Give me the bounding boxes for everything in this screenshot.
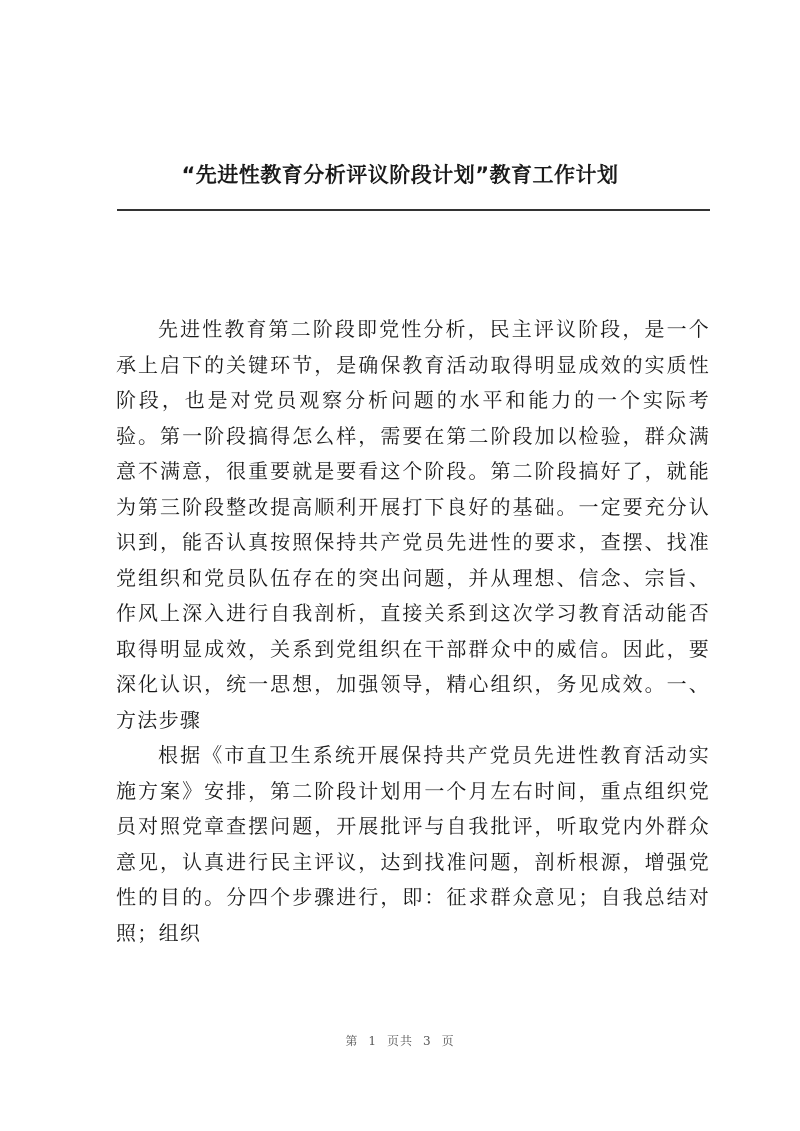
page-number-footer	[0, 1032, 800, 1049]
body-paragraph-2: 根据《市直卫生系统开展保持共产党员先进性教育活动实施方案》安排，第二阶段计划用一个月左右时间，重点组织党员对照党章查摆问题，开展批评与自我批评，听取党内外群众意见，认真进行民主评议，达到找准问题，剖析根源，增强党性的目的。分四个步骤进行，即：征求群众意见；自我总结对照；组织	[116, 743, 710, 945]
footer-page-prefix: 第	[345, 1034, 359, 1048]
body-paragraph-1: 先进性教育第二阶段即党性分析，民主评议阶段，是一个承上启下的关键环节，是确保教育活动取得明显成效的实质性阶段，也是对党员观察分析问题的水平和能力的一个实际考验。第一阶段搞得怎么样，需要在第二阶段加以检验，群众满意不满意，很重要就是要看这个阶段。第二阶段搞好了，就能为第三阶段整改提高顺利开展打下良好的基础。一定要充分认识到，能否认真按照保持共产党员先进性的要求，查摆、找准党组织和党员队伍存在的突出问题，并从理想、信念、宗旨、作风上深入进行自我剖析，直接关系到这次学习教育活动能否取得明显成效，关系到党组织在干部群众中的威信。因此，要深化认识，统一思想，加强领导，精心组织，务见成效。一、方法步骤	[116, 317, 710, 732]
document-body	[116, 312, 710, 951]
footer-page-number: 1	[368, 1034, 377, 1048]
footer-page-middle: 页共	[386, 1034, 413, 1048]
footer-page-total: 3	[423, 1034, 432, 1048]
footer-page-suffix: 页	[441, 1034, 455, 1048]
title-underline	[117, 209, 710, 211]
document-title: “先进性教育分析评议阶段计划”教育工作计划	[181, 163, 619, 187]
